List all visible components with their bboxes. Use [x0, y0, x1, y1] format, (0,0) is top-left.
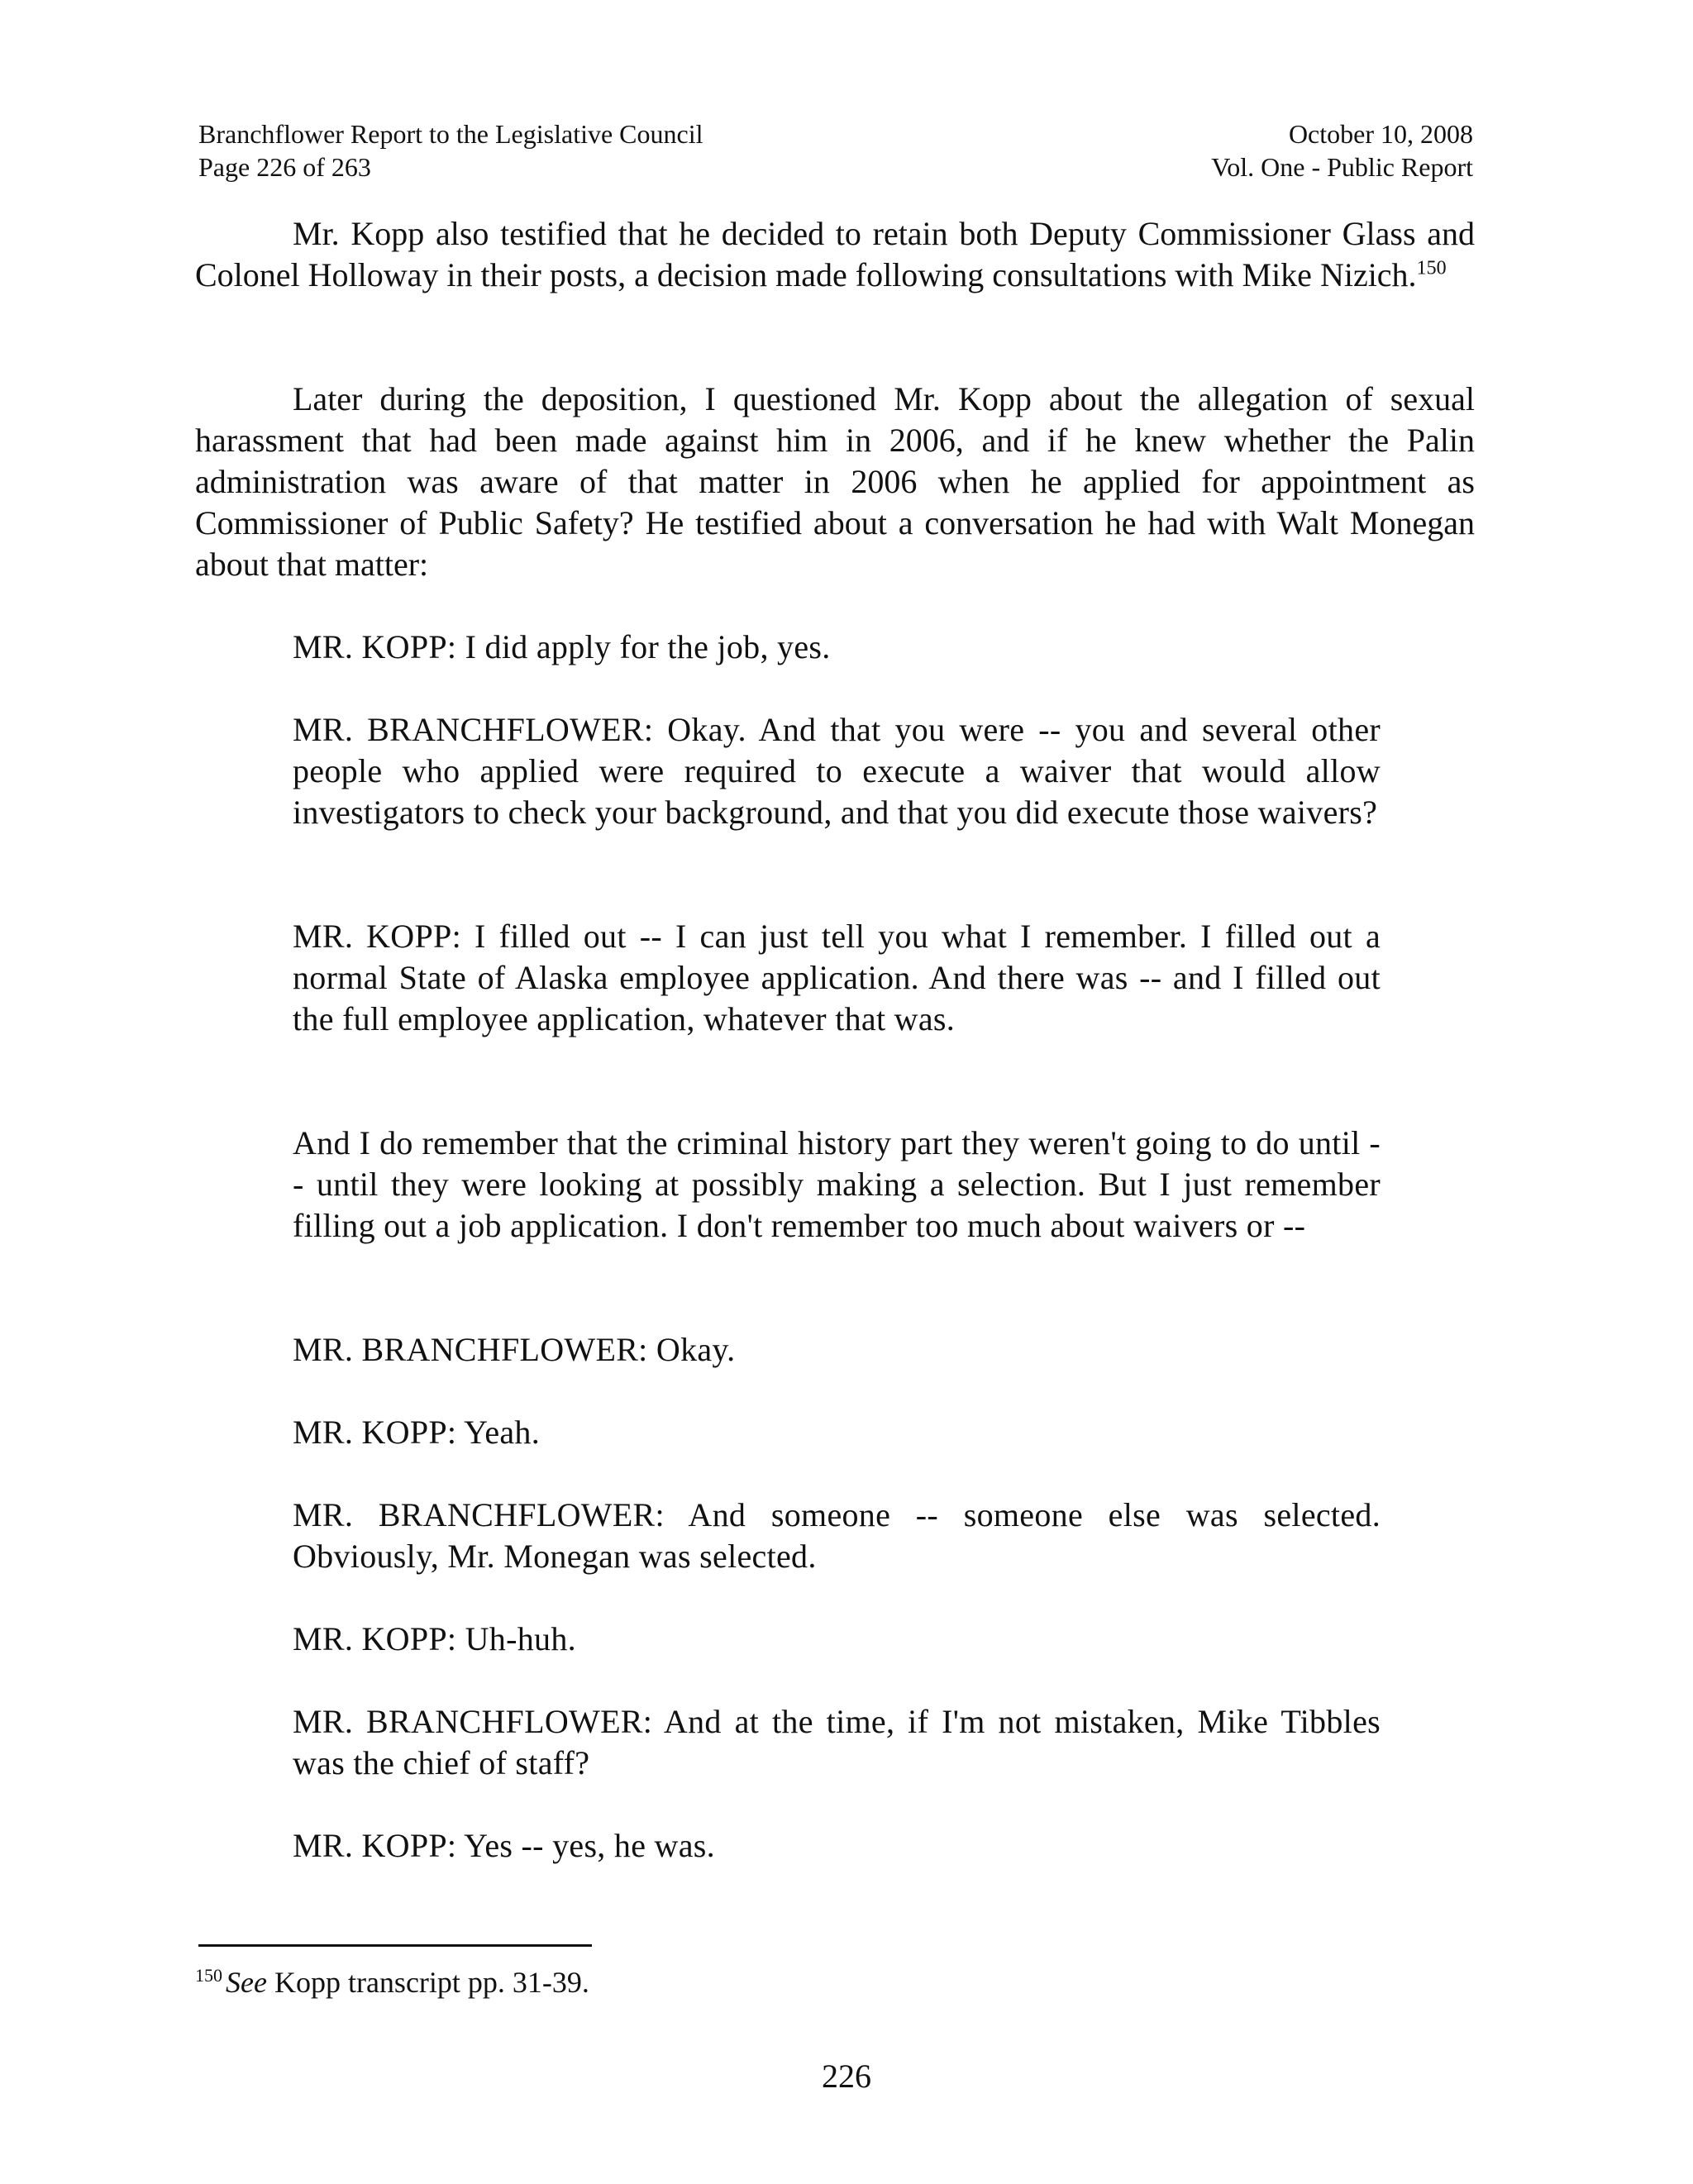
- transcript-line: MR. KOPP: I filled out -- I can just tell you what I remember. I filled out a normal State of Alaska employee application. And there was -- and I filled out the full employee application, whatever that was.: [293, 918, 1381, 1037]
- body-paragraph-2: [195, 379, 1475, 585]
- footnote-see: See: [226, 1966, 267, 1999]
- paragraph-text: Mr. Kopp also testified that he decided to retain both Deputy Commissioner Glass and Colonel Holloway in their posts, a decision made following consultations with Mike Nizich.: [195, 215, 1475, 293]
- page-count: Page 226 of 263: [198, 152, 371, 182]
- transcript-line: MR. BRANCHFLOWER: And someone -- someone else was selected. Obviously, Mr. Monegan was selected.: [293, 1496, 1381, 1575]
- transcript-line: MR. BRANCHFLOWER: Okay.: [293, 1331, 736, 1368]
- page-number: 226: [822, 2058, 871, 2095]
- transcript-line: MR. KOPP: Yeah.: [293, 1414, 541, 1451]
- body-paragraph-1: [195, 213, 1475, 296]
- transcript-line: MR. BRANCHFLOWER: And at the time, if I'm not mistaken, Mike Tibbles was the chief of staff?: [293, 1703, 1381, 1781]
- paragraph-text: Later during the deposition, I questioned Mr. Kopp about the allegation of sexual harassment that had been made against him in 2006, and if he knew whether the Palin administration was aware of that matter in 2006 when he applied for appointment as Commissioner of Public Safety? He testified about a conversation he had with Walt Monegan about that matter:: [195, 380, 1475, 583]
- volume-label: Vol. One - Public Report: [1211, 152, 1473, 182]
- report-date: October 10, 2008: [1288, 119, 1473, 149]
- footnote-number: 150: [195, 1965, 222, 1986]
- transcript-line: MR. KOPP: Uh-huh.: [293, 1620, 576, 1657]
- header-right: [1211, 117, 1473, 184]
- footnote: [195, 1964, 589, 2000]
- transcript-line: And I do remember that the criminal history part they weren't going to do until -- until they were looking at possibly making a selection. But I just remember filling out a job application. I don't remember too much about waivers or --: [293, 1124, 1381, 1244]
- transcript-line: MR. BRANCHFLOWER: Okay. And that you were -- you and several other people who applied were required to execute a waiver that would allow investigators to check your background, and that you did execute those waivers?: [293, 711, 1381, 831]
- footnote-text: Kopp transcript pp. 31-39.: [266, 1966, 589, 1999]
- report-title: Branchflower Report to the Legislative Council: [198, 119, 703, 149]
- header-left: [198, 117, 703, 184]
- footnote-reference: 150: [1416, 257, 1447, 279]
- footnote-divider: [198, 1944, 592, 1947]
- transcript-line: MR. KOPP: I did apply for the job, yes.: [293, 628, 831, 665]
- transcript-line: MR. KOPP: Yes -- yes, he was.: [293, 1827, 715, 1864]
